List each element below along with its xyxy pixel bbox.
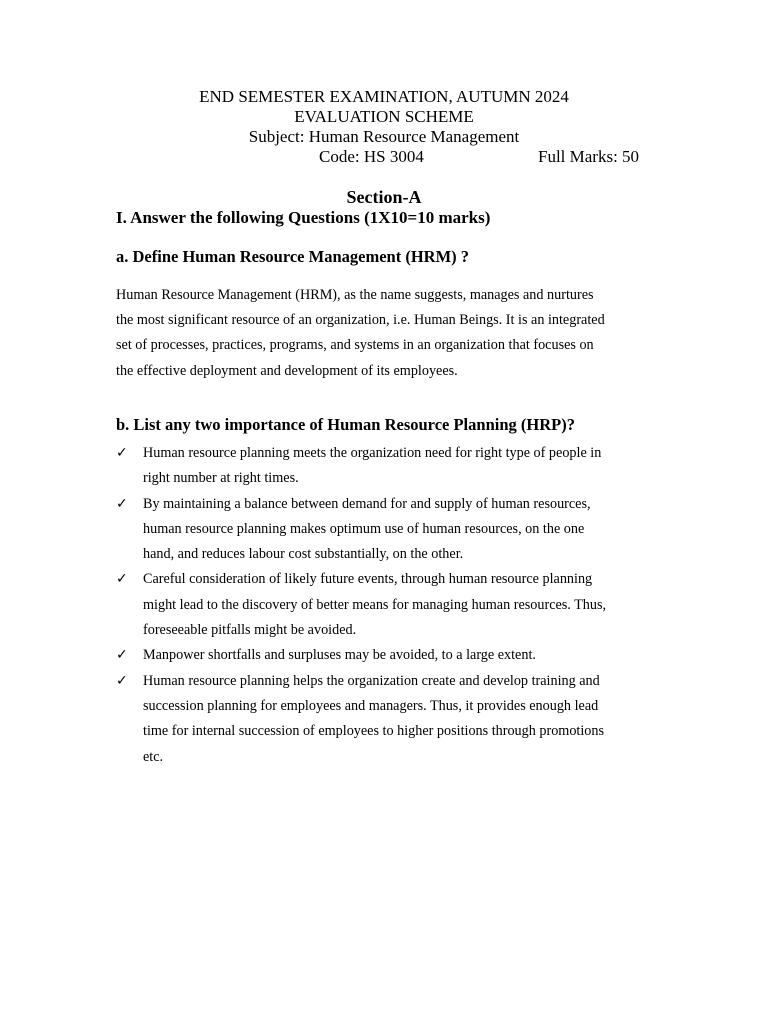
check-icon: ✓ [116,495,128,512]
list-item [116,492,656,568]
answer-line: the effective deployment and development of its employees. [116,362,458,379]
exam-title: END SEMESTER EXAMINATION, AUTUMN 2024 [199,87,569,106]
check-icon: ✓ [116,445,128,461]
list-item-line: right number at right times. [143,470,299,487]
list-item-line: Human resource planning helps the organization create and develop training and [143,672,600,689]
list-item [116,669,656,770]
question-b-answer-list [116,441,656,770]
check-icon: ✓ [116,647,128,664]
subject-line: Subject: Human Resource Management [248,127,520,146]
list-item-line: Human resource planning meets the organization need for right type of people in [143,445,602,461]
answer-line: set of processes, practices, programs, and systems in an organization that focuses on [116,337,594,354]
question-a-heading: a. Define Human Resource Management (HRM) ? [116,247,470,266]
list-item-line: succession planning for employees and managers. Thus, it provides enough lead [143,697,599,714]
list-item [116,643,656,668]
full-marks: Full Marks: 50 [538,147,640,166]
answer-line: Human Resource Management (HRM), as the name suggests, manages and nurtures [116,287,594,303]
list-item-line: etc. [143,748,164,765]
course-code: Code: HS 3004 [319,147,424,166]
question-a-answer [116,283,656,384]
check-icon: ✓ [116,571,128,588]
list-item-line: By maintaining a balance between demand for and supply of human resources, [143,495,591,512]
list-item-line: might lead to the discovery of better means for managing human resources. Thus, [143,596,607,613]
list-item-line: Careful consideration of likely future events, through human resource planning [143,571,593,588]
question-heading: I. Answer the following Questions (1X10=10 marks) [116,208,491,227]
question-b-heading: b. List any two importance of Human Resource Planning (HRP)? [116,415,575,434]
list-item-line: human resource planning makes optimum use of human resources, on the one [143,520,585,537]
list-item [116,567,656,643]
exam-header [0,87,768,167]
section-title: Section-A [346,187,422,207]
list-item-line: Manpower shortfalls and surpluses may be avoided, to a large extent. [143,647,536,664]
scheme-title: EVALUATION SCHEME [294,107,474,126]
list-item-line: foreseeable pitfalls might be avoided. [143,622,357,639]
code-marks-row [0,147,768,167]
list-item [116,441,656,492]
list-item-line: hand, and reduces labour cost substantially, on the other. [143,546,464,563]
list-item-line: time for internal succession of employees to higher positions through promotions [143,723,605,740]
answer-line: the most significant resource of an organization, i.e. Human Beings. It is an integrated [116,312,605,329]
check-icon: ✓ [116,672,128,689]
